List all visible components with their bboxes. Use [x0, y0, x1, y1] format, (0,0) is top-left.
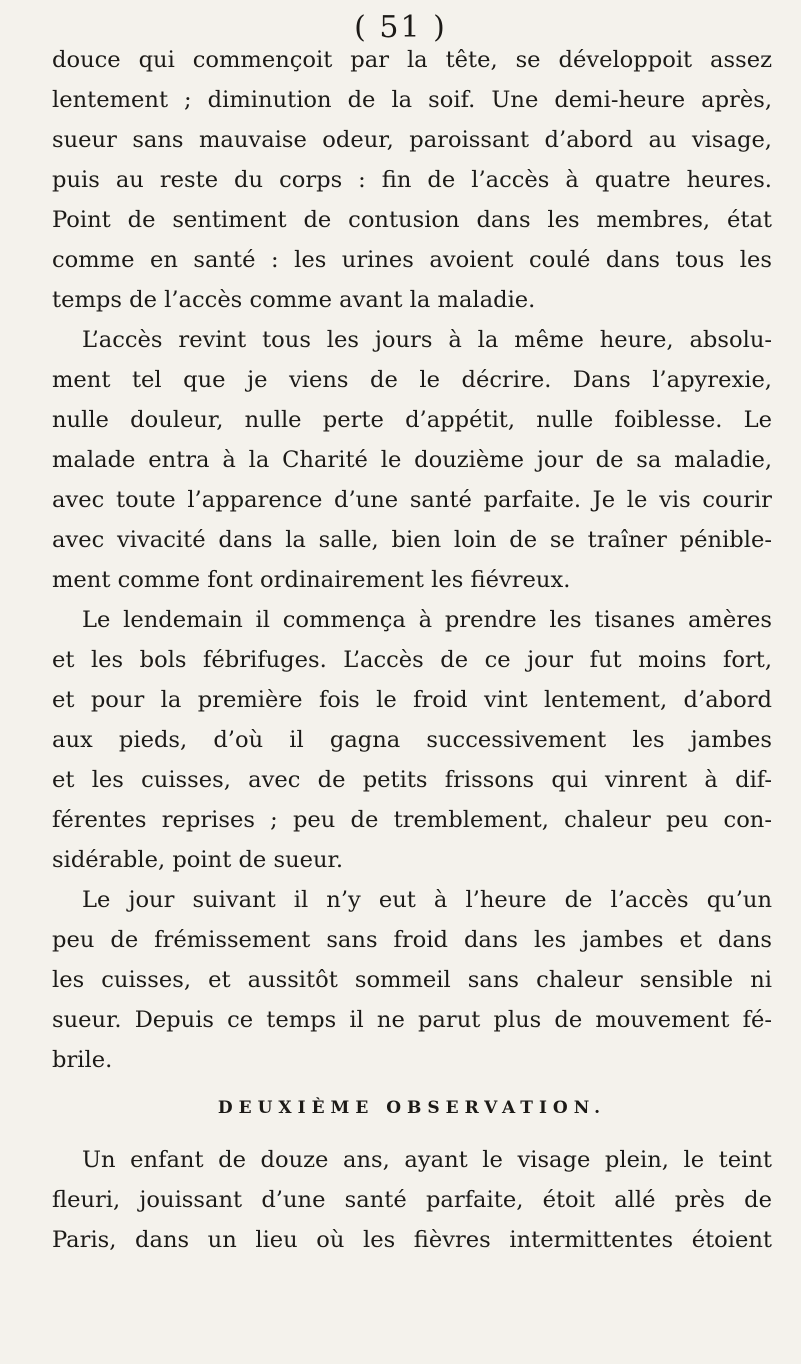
text-line: nulle douleur, nulle perte d’appétit, nulle foiblesse. Le	[52, 407, 772, 433]
text-line: et pour la première fois le froid vint lentement, d’abord	[52, 687, 772, 713]
text-line: ment tel que je viens de le décrire. Dans l’apyrexie,	[52, 367, 772, 393]
text-line: et les bols fébrifuges. L’accès de ce jour fut moins fort,	[52, 647, 772, 673]
text-line: comme en santé : les urines avoient coulé dans tous les	[52, 247, 772, 273]
text-line: puis au reste du corps : fin de l’accès à quatre heures.	[52, 167, 772, 193]
text-line: Le lendemain il commença à prendre les tisanes amères	[82, 607, 772, 633]
text-line: sueur sans mauvaise odeur, paroissant d’abord au visage,	[52, 127, 772, 153]
text-line: avec toute l’apparence d’une santé parfaite. Je le vis courir	[52, 487, 772, 513]
text-line: férentes reprises ; peu de tremblement, chaleur peu con-	[52, 807, 772, 833]
text-line: aux pieds, d’où il gagna successivement les jambes	[52, 727, 772, 753]
text-line: malade entra à la Charité le douzième jour de sa maladie,	[52, 447, 772, 473]
text-line: Paris, dans un lieu où les fièvres intermittentes étoient	[52, 1227, 772, 1253]
text-line: peu de frémissement sans froid dans les jambes et dans	[52, 927, 772, 953]
text-line: les cuisses, et aussitôt sommeil sans chaleur sensible ni	[52, 967, 772, 993]
text-line: brile.	[52, 1047, 113, 1073]
section-heading: DEUXIÈME OBSERVATION.	[217, 1098, 607, 1118]
text-line: sueur. Depuis ce temps il ne parut plus de mouvement fé-	[52, 1007, 772, 1033]
text-line: L’accès revint tous les jours à la même heure, absolu-	[82, 327, 772, 353]
text-line: lentement ; diminution de la soif. Une demi-heure après,	[52, 87, 772, 113]
text-line: fleuri, jouissant d’une santé parfaite, étoit allé près de	[52, 1187, 772, 1213]
text-line: ment comme font ordinairement les fiévreux.	[52, 567, 571, 593]
text-line: et les cuisses, avec de petits frissons qui vinrent à dif-	[52, 767, 772, 793]
text-line: douce qui commençoit par la tête, se développoit assez	[52, 47, 772, 73]
text-line: Le jour suivant il n’y eut à l’heure de l’accès qu’un	[82, 887, 772, 913]
text-line: avec vivacité dans la salle, bien loin de se traîner pénible-	[52, 527, 772, 553]
page-number: ( 51 )	[354, 10, 447, 45]
text-line: Un enfant de douze ans, ayant le visage plein, le teint	[82, 1147, 772, 1173]
text-line: sidérable, point de sueur.	[52, 847, 344, 873]
text-line: temps de l’accès comme avant la maladie.	[52, 287, 536, 313]
text-line: Point de sentiment de contusion dans les membres, état	[52, 207, 772, 233]
